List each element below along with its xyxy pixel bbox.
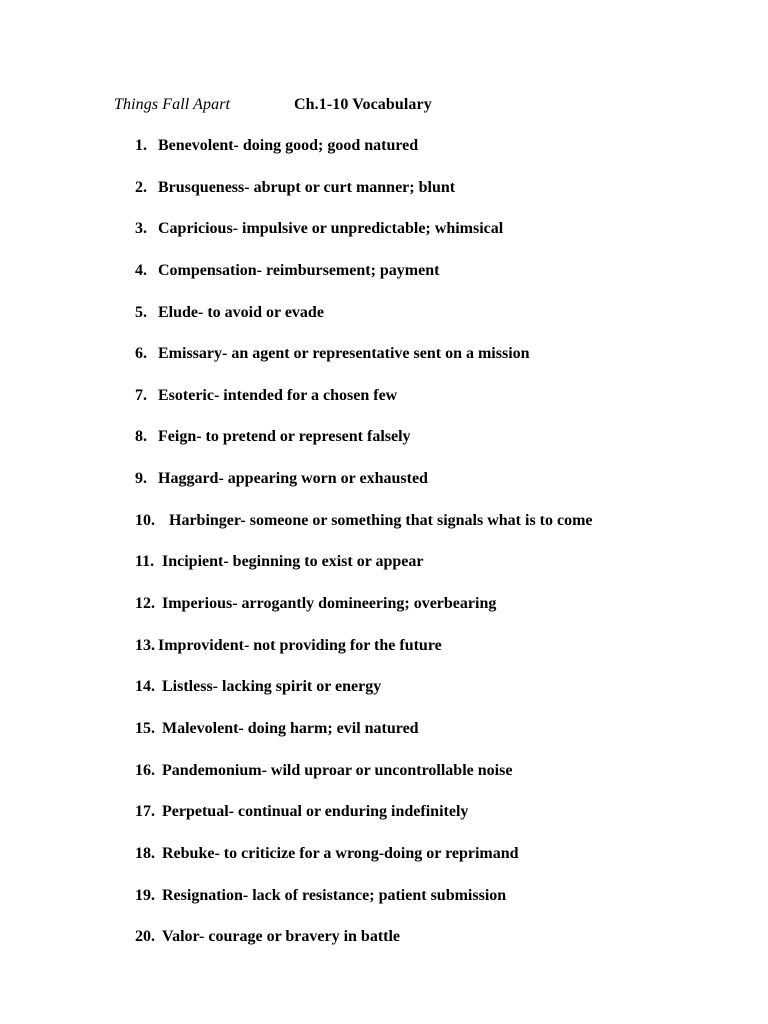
item-definition: Brusqueness- abrupt or curt manner; blunt	[158, 178, 456, 196]
document-header	[114, 93, 714, 117]
vocabulary-item	[0, 842, 768, 884]
item-definition: Capricious- impulsive or unpredictable; whimsical	[158, 220, 504, 238]
item-definition: Imperious- arrogantly domineering; overbearing	[162, 595, 497, 613]
vocabulary-item	[0, 176, 768, 218]
vocabulary-item	[0, 800, 768, 842]
item-number: 9.	[135, 470, 147, 488]
vocabulary-item	[0, 884, 768, 926]
item-number: 2.	[135, 178, 147, 196]
item-number: 12.	[135, 595, 155, 613]
item-number: 5.	[135, 303, 147, 321]
item-definition: Benevolent- doing good; good natured	[158, 137, 419, 154]
item-definition: Perpetual- continual or enduring indefinitely	[162, 803, 469, 821]
item-definition: Malevolent- doing harm; evil natured	[162, 719, 419, 737]
item-number: 6.	[135, 345, 147, 363]
item-definition: Elude- to avoid or evade	[158, 303, 324, 321]
item-number: 16.	[135, 761, 155, 779]
vocabulary-item	[0, 384, 768, 426]
vocabulary-item	[0, 342, 768, 384]
item-number: 17.	[135, 803, 155, 821]
vocabulary-item	[0, 134, 768, 176]
item-definition: Esoteric- intended for a chosen few	[158, 386, 398, 404]
item-number: 14.	[135, 678, 155, 696]
item-definition: Emissary- an agent or representative sent on a mission	[158, 345, 530, 363]
item-definition: Compensation- reimbursement; payment	[158, 261, 440, 279]
vocabulary-item	[0, 467, 768, 509]
vocabulary-item	[0, 634, 768, 676]
item-definition: Listless- lacking spirit or energy	[162, 678, 382, 696]
item-number: 10.	[135, 511, 155, 529]
vocabulary-item	[0, 675, 768, 717]
item-number: 13.	[135, 636, 155, 654]
vocabulary-item	[0, 592, 768, 634]
vocabulary-item	[0, 509, 768, 551]
item-definition: Incipient- beginning to exist or appear	[162, 553, 424, 571]
vocabulary-item	[0, 217, 768, 259]
item-definition: Haggard- appearing worn or exhausted	[158, 470, 428, 488]
item-definition: Improvident- not providing for the future	[158, 636, 442, 654]
vocabulary-item	[0, 925, 768, 967]
item-definition: Resignation- lack of resistance; patient submission	[162, 886, 507, 904]
item-definition: Harbinger- someone or something that signals what is to come	[169, 511, 593, 529]
item-number: 3.	[135, 220, 147, 238]
item-number: 19.	[135, 886, 155, 904]
item-number: 7.	[135, 386, 147, 404]
vocabulary-item	[0, 717, 768, 759]
item-number: 18.	[135, 844, 155, 862]
vocabulary-item	[0, 550, 768, 592]
vocabulary-item	[0, 301, 768, 343]
section-title: Ch.1-10 Vocabulary	[294, 96, 432, 113]
item-definition: Feign- to pretend or represent falsely	[158, 428, 411, 446]
item-definition: Valor- courage or bravery in battle	[162, 928, 401, 946]
book-title: Things Fall Apart	[114, 96, 231, 113]
item-number: 20.	[135, 928, 155, 946]
vocabulary-item	[0, 259, 768, 301]
vocabulary-list	[0, 134, 768, 967]
vocabulary-item	[0, 759, 768, 801]
item-number: 4.	[135, 261, 147, 279]
item-number: 1.	[135, 137, 147, 154]
item-definition: Pandemonium- wild uproar or uncontrollable noise	[162, 761, 513, 779]
vocabulary-item	[0, 425, 768, 467]
item-number: 15.	[135, 719, 155, 737]
item-definition: Rebuke- to criticize for a wrong-doing or reprimand	[162, 844, 519, 862]
item-number: 11.	[135, 553, 155, 571]
item-number: 8.	[135, 428, 147, 446]
